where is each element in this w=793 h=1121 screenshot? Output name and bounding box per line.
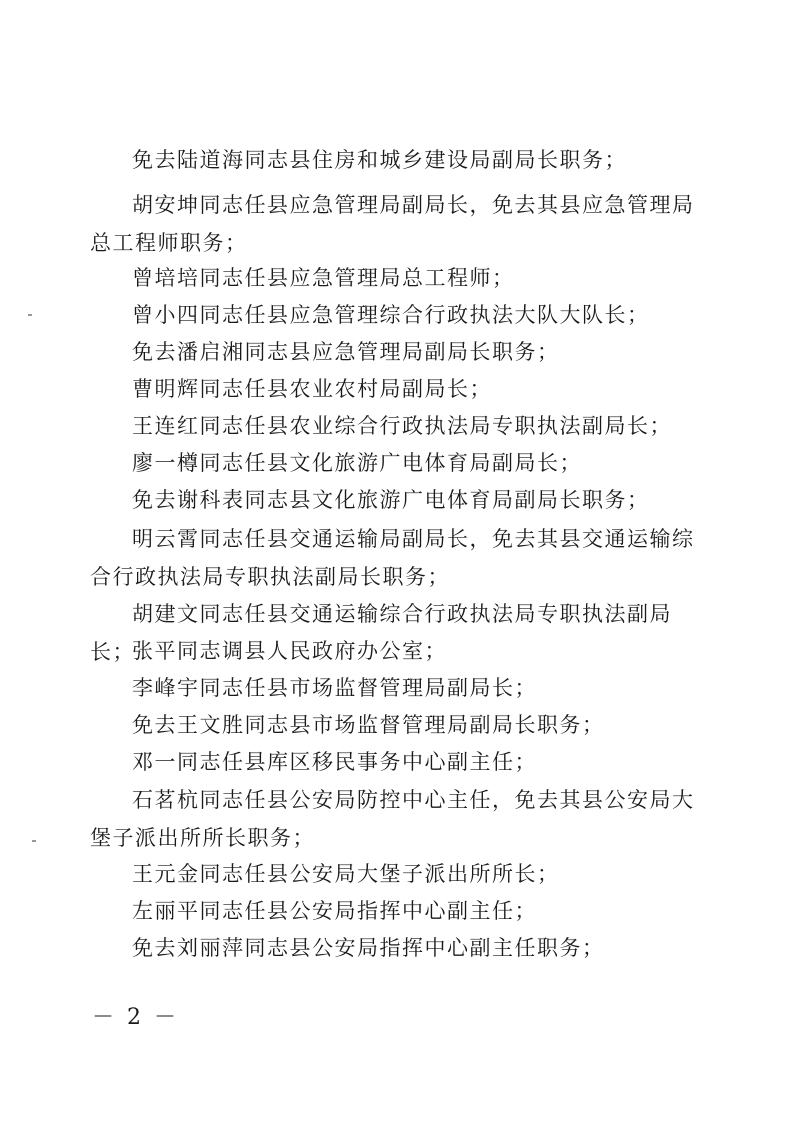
appointment-paragraph: 廖一樽同志任县文化旅游广电体育局副局长； xyxy=(132,451,582,475)
appointment-paragraph: 邓一同志任县库区移民事务中心副主任； xyxy=(132,750,537,774)
appointment-paragraph: 石茗杭同志任县公安局防控中心主任，免去其县公安局大堡子派出所所长职务； xyxy=(90,788,695,850)
page-number: － 2 － xyxy=(92,1005,179,1030)
appointment-paragraph: 曾小四同志任县应急管理综合行政执法大队大队长； xyxy=(132,303,650,327)
appointment-paragraph: 免去陆道海同志县住房和城乡建设局副局长职务； xyxy=(132,148,627,172)
appointment-paragraph: 张平同志调县人民政府办公室； xyxy=(132,639,447,663)
appointment-paragraph: 李峰宇同志任县市场监督管理局副局长； xyxy=(132,676,537,700)
appointment-paragraph: 曾培培同志任县应急管理局总工程师； xyxy=(132,266,515,290)
appointment-paragraph: 免去王文胜同志县市场监督管理局副局长职务； xyxy=(132,713,605,737)
scan-speck xyxy=(32,840,36,842)
appointment-paragraph: 明云霄同志任县交通运输局副局长，免去其县交通运输综合行政执法局专职执法副局长职务； xyxy=(90,527,695,589)
appointment-paragraph: 王元金同志任县公安局大堡子派出所所长； xyxy=(132,862,560,886)
appointment-paragraph: 曹明辉同志任县农业农村局副局长； xyxy=(132,377,492,401)
appointment-paragraph: 胡建文同志任县交通运输综合行政执法局专职执法副局长； xyxy=(90,602,672,664)
appointment-paragraph: 免去刘丽萍同志县公安局指挥中心副主任职务； xyxy=(132,936,605,960)
appointment-paragraph: 胡安坤同志任县应急管理局副局长，免去其县应急管理局总工程师职务； xyxy=(90,193,695,255)
appointment-paragraph: 免去谢科表同志县文化旅游广电体育局副局长职务； xyxy=(132,488,650,512)
appointment-paragraph: 免去潘启湘同志县应急管理局副局长职务； xyxy=(132,340,560,364)
appointment-paragraph: 王连红同志任县农业综合行政执法局专职执法副局长； xyxy=(132,414,672,438)
appointment-paragraph: 左丽平同志任县公安局指挥中心副主任； xyxy=(132,899,537,923)
scan-speck xyxy=(28,314,32,316)
